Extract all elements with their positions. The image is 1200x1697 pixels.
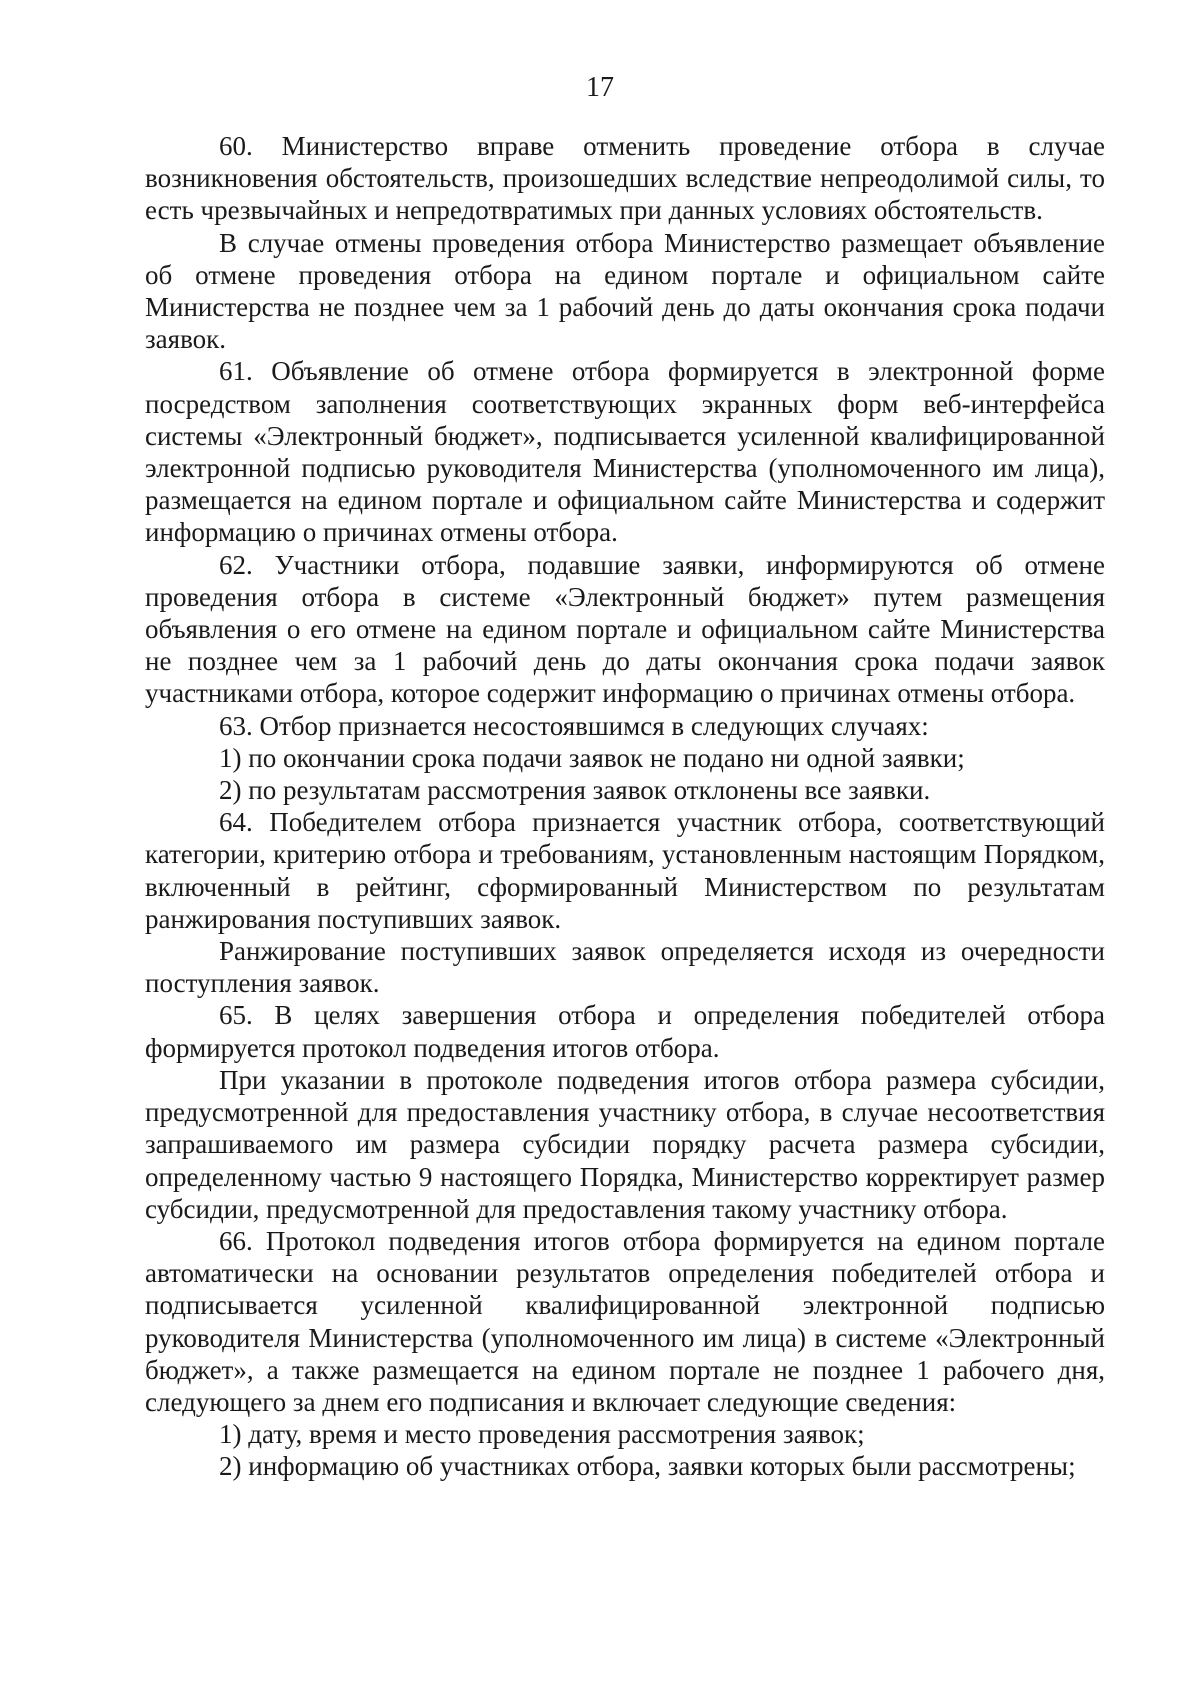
paragraph-66-item-1: 1) дату, время и место проведения рассмотрения заявок; [219,1419,865,1450]
paragraph-65: 65. В целях завершения отбора и определения победителей отбора формируется протокол подведения итогов отбора. [145,1000,1105,1063]
paragraph-60: 60. Министерство вправе отменить проведение отбора в случае возникновения обстоятельств, произошедших вследствие непреодолимой силы, то есть чрезвычайных и непредотвратимых при данных условиях обстоятельств. [145,131,1105,226]
paragraph-64-ranking: Ранжирование поступивших заявок определяется исходя из очередности поступления заявок. [145,936,1105,999]
paragraph-63-item-2: 2) по результатам рассмотрения заявок отклонены все заявки. [219,775,931,806]
paragraph-64: 64. Победителем отбора признается участник отбора, соответствующий категории, критерию отбора и требованиям, установленным настоящим Порядком, включенный в рейтинг, сформированный Министерством по результатам ранжирования поступивших заявок. [145,807,1105,934]
document-body [145,130,1105,1483]
paragraph-65-subsidy-correction: При указании в протоколе подведения итогов отбора размера субсидии, предусмотренной для предоставления участнику отбора, в случае несоответствия запрашиваемого им размера субсидии порядку расчета размера субсидии, определенному частью 9 настоящего Порядка, Министерство корректирует размер субсидии, предусмотренной для предоставления такому участнику отбора. [145,1064,1105,1224]
paragraph-63: 63. Отбор признается несостоявшимся в следующих случаях: [219,710,929,741]
paragraph-63-item-1: 1) по окончании срока подачи заявок не подано ни одной заявки; [219,742,965,773]
paragraph-66: 66. Протокол подведения итогов отбора формируется на едином портале автоматически на основании результатов определения победителей отбора и подписывается усиленной квалифицированной электронной подписью руководителя Министерства (уполномоченного им лица) в системе «Электронный бюджет», а также размещается на едином портале не позднее 1 рабочего дня, следующего за днем его подписания и включает следующие сведения: [145,1225,1105,1417]
paragraph-66-item-2: 2) информацию об участниках отбора, заявки которых были рассмотрены; [219,1451,1076,1482]
paragraph-60-cancellation-notice: В случае отмены проведения отбора Министерство размещает объявление об отмене проведения отбора на едином портале и официальном сайте Министерства не позднее чем за 1 рабочий день до даты окончания срока подачи заявок. [145,227,1105,355]
page-number: 17 [586,72,614,103]
paragraph-61: 61. Объявление об отмене отбора формируется в электронной форме посредством заполнения соответствующих экранных форм веб-интерфейса системы «Электронный бюджет», подписывается усиленной квалифицированной электронной подписью руководителя Министерства (уполномоченного им лица), размещается на едином портале и официальном сайте Министерства и содержит информацию о причинах отмены отбора. [145,356,1105,548]
paragraph-62: 62. Участники отбора, подавшие заявки, информируются об отмене проведения отбора в системе «Электронный бюджет» путем размещения объявления о его отмене на едином портале и официальном сайте Министерства не позднее чем за 1 рабочий день до даты окончания срока подачи заявок участниками отбора, которое содержит информацию о причинах отмены отбора. [145,549,1105,709]
